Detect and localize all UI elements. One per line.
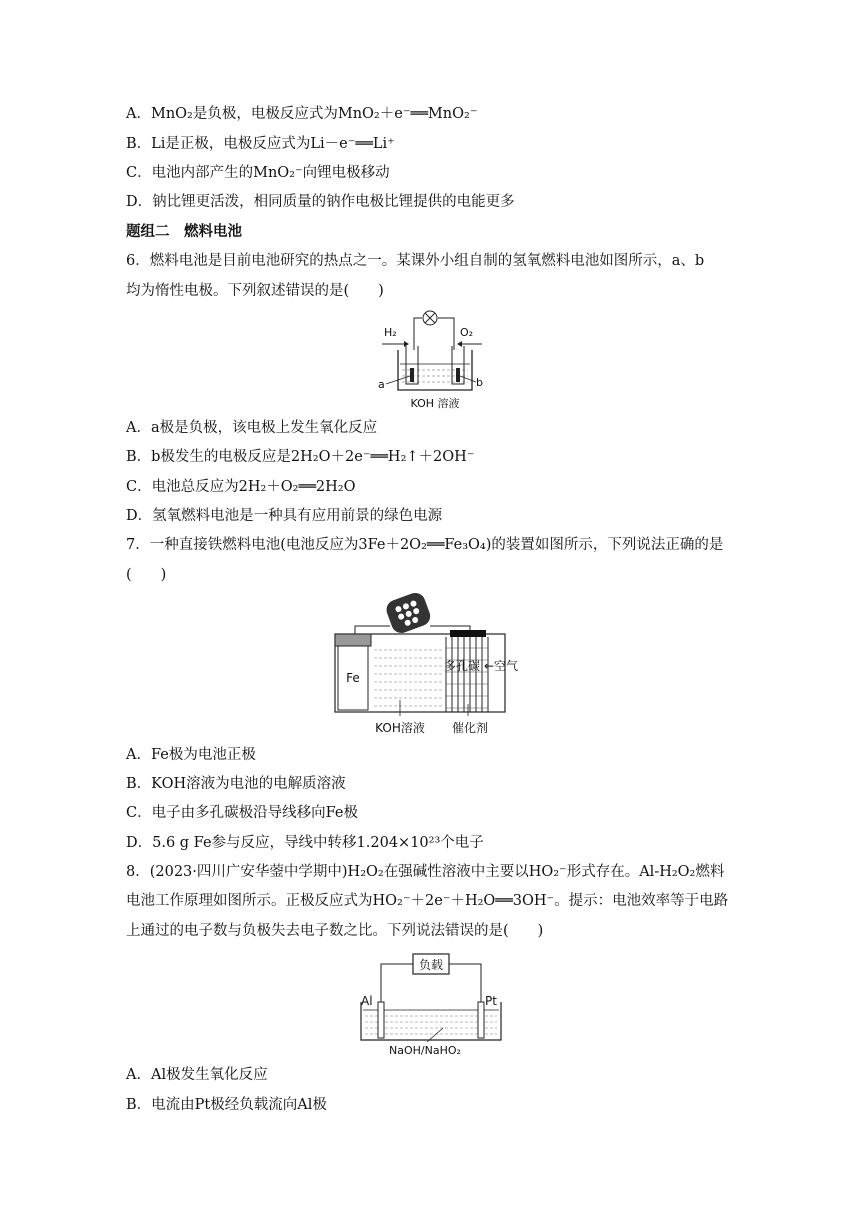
q5-option-a: A．MnO₂是负极，电极反应式为MnO₂＋e⁻══MnO₂⁻ xyxy=(126,106,478,122)
q7-option-b: B．KOH溶液为电池的电解质溶液 xyxy=(126,776,346,792)
electrode-a-label: a xyxy=(378,378,385,391)
q6-fuel-cell-figure xyxy=(372,306,502,414)
q7-option-d: D．5.6 g Fe参与反应，导线中转移1.204×10²³个电子 xyxy=(126,835,484,851)
q7-iron-fuel-cell-figure xyxy=(330,588,540,740)
q7-stem-line1: 7．一种直接铁燃料电池(电池反应为3Fe＋2O₂══Fe₃O₄)的装置如图所示，下列说法正确的是 xyxy=(126,537,724,553)
koh-caption: KOH 溶液 xyxy=(410,397,460,410)
q6-stem-line1: 6．燃料电池是目前电池研究的热点之一。某课外小组自制的氢氧燃料电池如图所示，a、b xyxy=(126,253,705,269)
catalyst-label: 催化剂 xyxy=(451,721,489,735)
q8-stem-line1: 8．(2023·四川广安华蓥中学期中)H₂O₂在强碱性溶液中主要以HO₂⁻形式存在。Al-H₂O₂燃料 xyxy=(126,864,725,880)
q7-option-a: A．Fe极为电池正极 xyxy=(126,747,256,763)
load-label: 负载 xyxy=(418,958,444,972)
h2-label: H₂ xyxy=(384,326,397,339)
q5-option-d: D．钠比锂更活泼，相同质量的钠作电极比锂提供的电能更多 xyxy=(126,194,515,210)
air-label: ←空气 xyxy=(484,659,519,673)
o2-label: O₂ xyxy=(460,326,474,339)
q8-option-a: A．Al极发生氧化反应 xyxy=(126,1067,268,1083)
koh-solution-label: KOH溶液 xyxy=(375,721,425,735)
q8-al-h2o2-cell-figure xyxy=(355,948,505,1060)
device-icon xyxy=(384,590,433,636)
q6-option-d: D．氢氧燃料电池是一种具有应用前景的绿色电源 xyxy=(126,508,443,524)
q6-option-a: A．a极是负极，该电极上发生氧化反应 xyxy=(126,420,378,436)
q5-option-b: B．Li是正极，电极反应式为Li－e⁻══Li⁺ xyxy=(126,136,395,152)
al-label: Al xyxy=(361,994,373,1008)
q6-option-b: B．b极发生的电极反应是2H₂O＋2e⁻══H₂↑＋2OH⁻ xyxy=(126,449,475,465)
section-heading: 题组二 燃料电池 xyxy=(126,224,242,240)
q7-stem-line2: ( ) xyxy=(126,567,167,583)
q8-stem-line3: 上通过的电子数与负极失去电子数之比。下列说法错误的是( ) xyxy=(126,923,544,939)
electrode-b-label: b xyxy=(476,376,483,389)
naoh-nahо2-caption: NaOH/NaHO₂ xyxy=(389,1044,461,1057)
q5-option-c: C．电池内部产生的MnO₂⁻向锂电极移动 xyxy=(126,165,390,181)
q8-option-b: B．电流由Pt极经负载流向Al极 xyxy=(126,1097,327,1113)
q6-stem-line2: 均为惰性电极。下列叙述错误的是( ) xyxy=(126,283,384,299)
q8-stem-line2: 电池工作原理如图所示。正极反应式为HO₂⁻＋2e⁻＋H₂O══3OH⁻。提示：电池效率等于电路 xyxy=(126,893,729,909)
porous-carbon-label: 多孔碳 xyxy=(444,659,481,673)
fe-label: Fe xyxy=(346,671,360,685)
q6-option-c: C．电池总反应为2H₂＋O₂══2H₂O xyxy=(126,479,356,495)
pt-label: Pt xyxy=(485,994,497,1008)
q7-option-c: C．电子由多孔碳极沿导线移向Fe极 xyxy=(126,805,358,821)
